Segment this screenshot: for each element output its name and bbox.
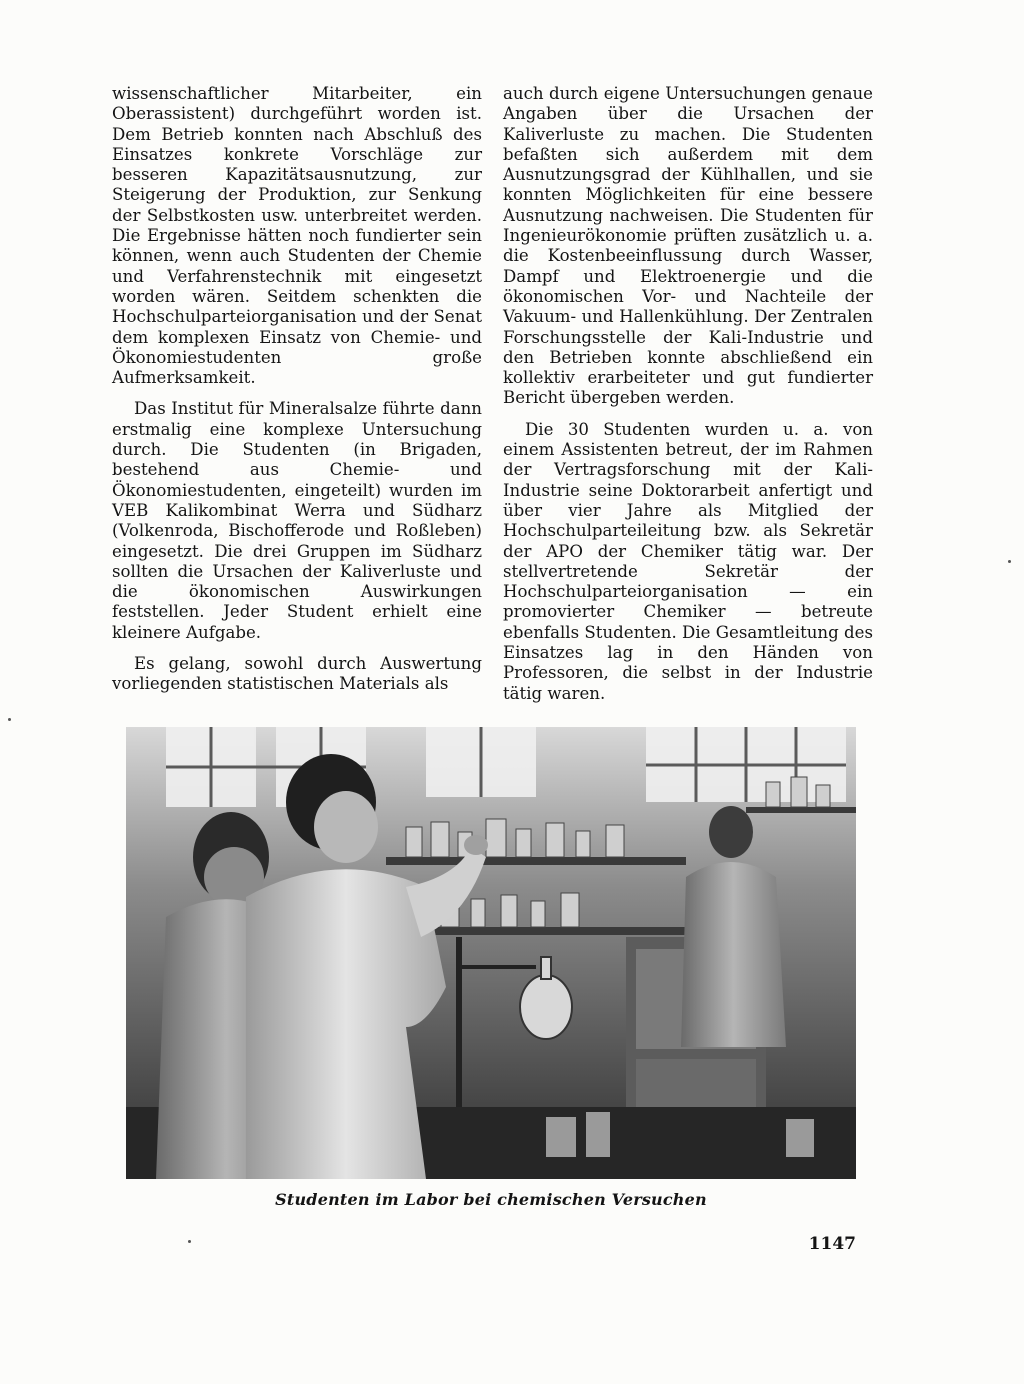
left-paragraph-1: wissenschaftlicher Mitarbeiter, ein Oberassistent) durchgeführt worden ist. Dem Betrieb konnten nach Abschluß des Einsatzes konkrete Vorschläge zur besseren Kapazitätsausnutzung, zur Steigerung der Produktion, zur Senkung der Selbstkosten usw. unterbreitet werden. Die Ergebnisse hätten noch fundierter sein können, wenn auch Studenten der Chemie und Verfahrenstechnik mit eingesetzt worden wären. Seitdem schenkten die Hochschulparteiorganisation und der Senat dem komplexen Einsatz von Chemie- und Ökonomiestudenten große Aufmerksamkeit.: [112, 84, 482, 388]
left-text-column: [112, 84, 482, 706]
laboratory-photo-illustration: [126, 727, 856, 1179]
right-paragraph-1: auch durch eigene Untersuchungen genaue Angaben über die Ursachen der Kaliverluste zu machen. Die Studenten befaßten sich außerdem mit dem Ausnutzungsgrad der Kühlhallen, und sie konnten Möglichkeiten für eine bessere Ausnutzung nachweisen. Die Studenten für Ingenieurökonomie prüften zusätzlich u. a. die Kostenbeeinflussung durch Wasser, Dampf und Elektroenergie und die ökonomischen Vor- und Nachteile der Vakuum- und Hallenkühlung. Der Zentralen Forschungsstelle der Kali-Industrie und den Betrieben konnte abschließend ein kollektiv erarbeiteter und gut fundierter Bericht übergeben werden.: [503, 84, 873, 408]
scan-speck: [188, 1240, 191, 1243]
figure-caption: Studenten im Labor bei chemischen Versuchen: [275, 1190, 707, 1209]
left-paragraph-3: Es gelang, sowohl durch Auswertung vorliegenden statistischen Materials als: [112, 654, 482, 694]
laboratory-photo: [126, 727, 856, 1179]
scan-speck: [8, 718, 11, 721]
page-number: 1147: [808, 1234, 856, 1254]
left-paragraph-2: Das Institut für Mineralsalze führte dann erstmalig eine komplexe Untersuchung durch. Die Studenten (in Brigaden, bestehend aus Chemie- und Ökonomiestudenten, eingeteilt) wurden im VEB Kalikombinat Werra und Südharz (Volkenroda, Bischofferode und Roßleben) eingesetzt. Die drei Gruppen im Südharz sollten die Ursachen der Kaliverluste und die ökonomischen Auswirkungen feststellen. Jeder Student erhielt eine kleinere Aufgabe.: [112, 399, 482, 642]
right-text-column: [503, 84, 873, 715]
right-paragraph-2: Die 30 Studenten wurden u. a. von einem Assistenten betreut, der im Rahmen der Vertragsforschung mit der Kali-Industrie seine Doktorarbeit anfertigt und über vier Jahre als Mitglied der Hochschulparteileitung bzw. als Sekretär der APO der Chemiker tätig war. Der stellvertretende Sekretär der Hochschulparteiorganisation — ein promovierter Chemiker — betreute ebenfalls Studenten. Die Gesamtleitung des Einsatzes lag in den Händen von Professoren, die selbst in der Industrie tätig waren.: [503, 419, 873, 703]
scan-speck: [1008, 560, 1011, 563]
